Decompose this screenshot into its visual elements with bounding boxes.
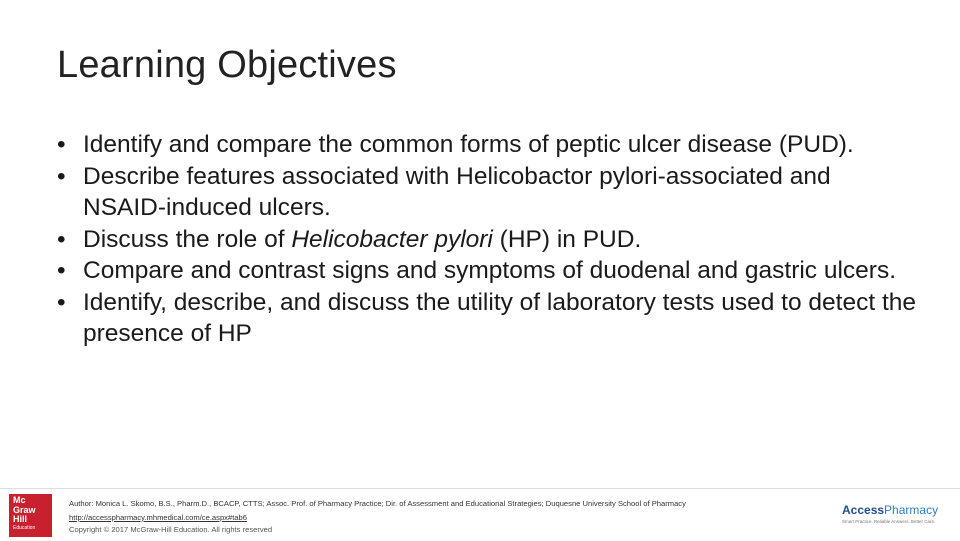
brand-tagline: Smart Practice. Reliable Answers. Better Care. [842, 519, 936, 524]
bullet-text: Describe features associated with Helicobactor pylori-associated and NSAID-induced ulcers. [83, 162, 831, 221]
bullet-dot: • [57, 225, 66, 253]
bullet-text: Identify, describe, and discuss the utility of laboratory tests used to detect the presence of HP [83, 288, 916, 347]
brand-pharmacy: Pharmacy [884, 503, 939, 517]
copyright-notice: Copyright © 2017 McGraw-Hill Education. All rights reserved [69, 525, 273, 534]
bullet-dot: • [57, 162, 66, 190]
bullet-text-italic: Helicobacter pylori [291, 225, 493, 253]
bullet-text-start: Discuss the role of [83, 225, 292, 253]
logo-text: Education [13, 524, 36, 531]
bullet-dot: • [57, 131, 66, 158]
source-link[interactable]: http://accesspharmacy.mhmedical.com/ce.aspx#tab6 [69, 513, 247, 522]
logo-text: Mc [13, 495, 26, 505]
bullet-item [56, 224, 916, 256]
objectives-list [56, 129, 916, 350]
bullet-text: Compare and contrast signs and symptoms of duodenal and gastric ulcers. [83, 257, 897, 284]
mcgraw-hill-logo [9, 494, 52, 537]
author-credit: Author: Monica L. Skomo, B.S., Pharm.D., BCACP, CTTS; Assoc. Prof. of Pharmacy Practice; Dir. of Assessment and Educational Strategies; Duquesne University School of Pharmacy [69, 499, 686, 508]
brand-access: Access [842, 503, 885, 517]
bullet-dot: • [57, 288, 66, 316]
bullet-item [56, 287, 916, 350]
logo-text: Hill [13, 514, 28, 524]
bullet-text-end: (HP) in PUD. [492, 225, 642, 253]
slide-title: Learning Objectives [57, 44, 397, 86]
access-pharmacy-logo [842, 503, 948, 535]
logo-text: Graw [13, 504, 36, 515]
slide-footer [0, 488, 960, 541]
bullet-item [56, 129, 916, 161]
bullet-item [56, 255, 916, 287]
bullet-text: Identify and compare the common forms of peptic ulcer disease (PUD). [83, 131, 854, 158]
bullet-dot: • [57, 257, 66, 284]
bullet-item [56, 161, 916, 224]
